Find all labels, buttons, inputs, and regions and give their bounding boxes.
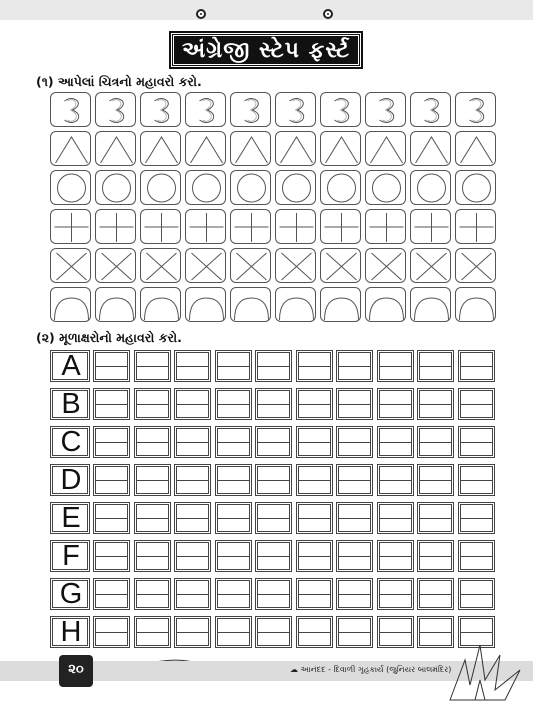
arch-tracing-cell xyxy=(140,287,181,322)
plus-tracing-cell xyxy=(230,209,271,244)
writing-practice-box xyxy=(215,388,252,420)
cross-tracing-cell xyxy=(275,248,316,283)
writing-practice-box xyxy=(215,350,252,382)
writing-practice-box xyxy=(93,426,130,458)
writing-practice-box xyxy=(417,388,454,420)
letter-model-box xyxy=(50,502,90,534)
writing-practice-box xyxy=(134,540,171,572)
writing-practice-box xyxy=(255,578,292,610)
cross-tracing-cell xyxy=(140,248,181,283)
arch-tracing-cell xyxy=(230,287,271,322)
letter-row xyxy=(50,350,498,384)
writing-practice-box xyxy=(417,464,454,496)
triangle-tracing-cell xyxy=(320,131,361,166)
circle-tracing-cell xyxy=(95,170,136,205)
writing-practice-box xyxy=(336,464,373,496)
triangle-tracing-cell xyxy=(95,131,136,166)
writing-practice-box xyxy=(296,540,333,572)
footer-text xyxy=(290,665,451,675)
writing-practice-box xyxy=(174,388,211,420)
writing-practice-box xyxy=(377,464,414,496)
circle-tracing-cell xyxy=(410,170,451,205)
circle-tracing-cell xyxy=(455,170,496,205)
writing-practice-box xyxy=(255,464,292,496)
page-number-badge xyxy=(59,655,93,687)
arch-tracing-cell xyxy=(50,287,91,322)
writing-practice-box xyxy=(377,426,414,458)
writing-practice-box xyxy=(134,464,171,496)
plus-tracing-cell xyxy=(365,209,406,244)
three-curve-tracing-cell xyxy=(230,92,271,127)
writing-practice-box xyxy=(215,540,252,572)
plus-tracing-cell xyxy=(140,209,181,244)
letter-model-box xyxy=(50,540,90,572)
footer-caption: આનંદદ - દિવાળી ગૃહકાર્ય (જુનિયર બાલમંદિર) xyxy=(300,665,452,674)
cross-tracing-cell xyxy=(410,248,451,283)
arch-tracing-cell xyxy=(320,287,361,322)
writing-practice-box xyxy=(458,502,495,534)
circle-tracing-cell xyxy=(230,170,271,205)
circle-tracing-cell xyxy=(140,170,181,205)
writing-practice-box xyxy=(134,578,171,610)
writing-practice-box xyxy=(255,540,292,572)
writing-practice-box xyxy=(417,350,454,382)
triangle-tracing-cell xyxy=(185,131,226,166)
plus-tracing-cell xyxy=(320,209,361,244)
three-curve-tracing-cell xyxy=(410,92,451,127)
cross-tracing-cell xyxy=(95,248,136,283)
writing-practice-box xyxy=(255,502,292,534)
letter-model-box xyxy=(50,350,90,382)
writing-practice-box xyxy=(93,502,130,534)
writing-practice-box xyxy=(134,388,171,420)
writing-practice-box xyxy=(93,578,130,610)
top-bar xyxy=(0,0,533,20)
writing-practice-box xyxy=(134,350,171,382)
writing-practice-box xyxy=(255,388,292,420)
writing-practice-box xyxy=(93,388,130,420)
circle-tracing-cell xyxy=(275,170,316,205)
writing-practice-box xyxy=(296,578,333,610)
writing-practice-box xyxy=(174,426,211,458)
arch-tracing-cell xyxy=(185,287,226,322)
letter-glyph: F xyxy=(62,540,80,572)
three-curve-tracing-cell xyxy=(185,92,226,127)
triangle-tracing-cell xyxy=(455,131,496,166)
triangle-tracing-cell xyxy=(410,131,451,166)
arch-tracing-cell xyxy=(275,287,316,322)
letter-glyph: B xyxy=(61,388,81,420)
letter-row xyxy=(50,578,498,612)
circle-tracing-cell xyxy=(185,170,226,205)
binder-hole-icon xyxy=(323,9,333,19)
writing-practice-box xyxy=(296,350,333,382)
writing-practice-box xyxy=(336,502,373,534)
circle-tracing-cell xyxy=(365,170,406,205)
plus-tracing-cell xyxy=(95,209,136,244)
writing-practice-box xyxy=(458,540,495,572)
writing-practice-box xyxy=(93,350,130,382)
writing-practice-box xyxy=(296,464,333,496)
writing-practice-box xyxy=(93,464,130,496)
writing-practice-box xyxy=(458,578,495,610)
writing-practice-box xyxy=(458,388,495,420)
writing-practice-box xyxy=(377,502,414,534)
triangle-tracing-cell xyxy=(230,131,271,166)
page-title: અંગ્રેજી સ્ટેપ ફર્સ્ટ xyxy=(181,37,351,63)
three-curve-tracing-cell xyxy=(455,92,496,127)
writing-practice-box xyxy=(174,502,211,534)
writing-practice-box xyxy=(417,502,454,534)
writing-practice-box xyxy=(417,426,454,458)
writing-practice-box xyxy=(174,464,211,496)
writing-practice-box xyxy=(215,578,252,610)
arch-tracing-cell xyxy=(365,287,406,322)
triangle-tracing-cell xyxy=(365,131,406,166)
cross-tracing-cell xyxy=(320,248,361,283)
cross-tracing-cell xyxy=(185,248,226,283)
binder-hole-icon xyxy=(196,9,206,19)
three-curve-tracing-cell xyxy=(365,92,406,127)
writing-practice-box xyxy=(296,502,333,534)
arch-tracing-cell xyxy=(95,287,136,322)
writing-practice-box xyxy=(174,350,211,382)
plus-tracing-cell xyxy=(185,209,226,244)
plus-tracing-cell xyxy=(275,209,316,244)
writing-practice-box xyxy=(215,464,252,496)
letter-model-box xyxy=(50,426,90,458)
letter-row xyxy=(50,464,498,498)
cross-tracing-cell xyxy=(50,248,91,283)
letter-glyph: E xyxy=(61,502,81,534)
writing-practice-box xyxy=(174,540,211,572)
three-curve-tracing-cell xyxy=(50,92,91,127)
footer-icon: ☁ xyxy=(290,665,301,674)
three-curve-tracing-cell xyxy=(320,92,361,127)
letter-glyph: C xyxy=(60,426,82,458)
writing-practice-box xyxy=(93,540,130,572)
writing-practice-box xyxy=(215,426,252,458)
writing-practice-box xyxy=(417,540,454,572)
cross-tracing-cell xyxy=(455,248,496,283)
writing-practice-box xyxy=(458,464,495,496)
three-curve-tracing-cell xyxy=(140,92,181,127)
three-curve-tracing-cell xyxy=(95,92,136,127)
writing-practice-box xyxy=(377,578,414,610)
circle-tracing-cell xyxy=(50,170,91,205)
letter-row xyxy=(50,426,498,460)
firecracker-decoration-icon xyxy=(440,640,530,703)
writing-practice-box xyxy=(377,388,414,420)
cross-tracing-cell xyxy=(365,248,406,283)
writing-practice-box xyxy=(336,388,373,420)
section-2-heading: (૨) મૂળાક્ષરોનો મહાવરો કરો. xyxy=(36,330,182,345)
section-1-heading: (૧) આપેલાં ચિત્રનો મહાવરો કરો. xyxy=(36,74,202,89)
triangle-tracing-cell xyxy=(140,131,181,166)
plus-tracing-cell xyxy=(410,209,451,244)
writing-practice-box xyxy=(255,426,292,458)
writing-practice-box xyxy=(296,426,333,458)
title-banner xyxy=(171,33,361,67)
cross-tracing-cell xyxy=(230,248,271,283)
letter-row xyxy=(50,540,498,574)
letter-glyph: H xyxy=(60,616,82,648)
writing-practice-box xyxy=(336,426,373,458)
letter-model-box xyxy=(50,578,90,610)
triangle-tracing-cell xyxy=(275,131,316,166)
writing-practice-box xyxy=(377,350,414,382)
plus-tracing-cell xyxy=(50,209,91,244)
letter-glyph: A xyxy=(61,350,81,382)
letter-model-box xyxy=(50,464,90,496)
letter-model-box xyxy=(50,388,90,420)
letter-glyph: D xyxy=(60,464,82,496)
page-number: ૨૦ xyxy=(68,662,84,677)
writing-practice-box xyxy=(377,540,414,572)
writing-practice-box xyxy=(336,540,373,572)
circle-tracing-cell xyxy=(320,170,361,205)
writing-practice-box xyxy=(134,426,171,458)
writing-practice-box xyxy=(255,350,292,382)
writing-practice-box xyxy=(134,502,171,534)
writing-practice-box xyxy=(417,578,454,610)
arch-tracing-cell xyxy=(410,287,451,322)
writing-practice-box xyxy=(296,388,333,420)
writing-practice-box xyxy=(336,350,373,382)
triangle-tracing-cell xyxy=(50,131,91,166)
arch-tracing-cell xyxy=(455,287,496,322)
letter-row xyxy=(50,388,498,422)
letter-glyph: G xyxy=(59,578,83,610)
plus-tracing-cell xyxy=(455,209,496,244)
three-curve-tracing-cell xyxy=(275,92,316,127)
writing-practice-box xyxy=(336,578,373,610)
letter-row xyxy=(50,502,498,536)
writing-practice-box xyxy=(458,350,495,382)
writing-practice-box xyxy=(458,426,495,458)
writing-practice-box xyxy=(174,578,211,610)
writing-practice-box xyxy=(215,502,252,534)
